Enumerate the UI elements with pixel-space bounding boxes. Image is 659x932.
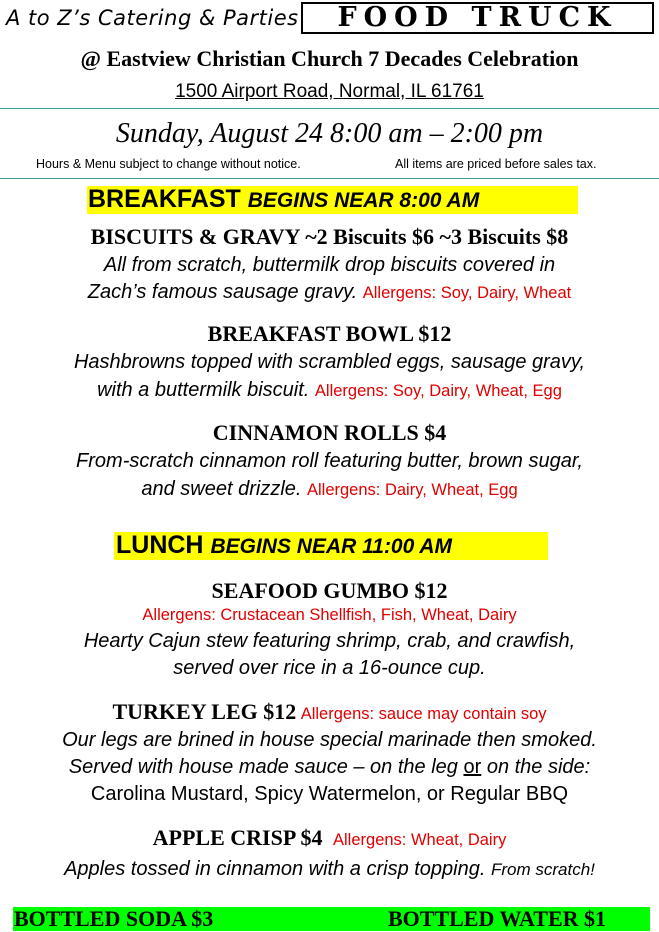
item-desc-bowl-2 — [0, 379, 659, 402]
food-truck-title: FOOD TRUCK — [301, 2, 654, 34]
allergens-bowl: Allergens: Soy, Dairy, Wheat, Egg — [314, 382, 562, 400]
breakfast-subtitle: BEGINS NEAR 8:00 AM — [247, 189, 480, 212]
item-title-turkey: TURKEY LEG $12 — [112, 699, 297, 724]
desc-tail: From scratch! — [491, 860, 595, 879]
item-title-gumbo: SEAFOOD GUMBO $12 — [211, 578, 448, 603]
item-desc-crisp — [0, 858, 659, 881]
item-title-cinnamon-rolls: CINNAMON ROLLS $4 — [212, 420, 447, 445]
breakfast-title: BREAKFAST — [88, 185, 241, 213]
event-address: 1500 Airport Road, Normal, IL 61761 — [175, 81, 484, 102]
item-desc-biscuits-2 — [0, 281, 659, 304]
divider-bottom — [0, 178, 659, 179]
item-title-row-crisp — [0, 825, 659, 851]
item-desc-turkey-3: Carolina Mustard, Spicy Watermelon, or Regular BBQ — [90, 783, 569, 805]
item-title-row-turkey — [0, 699, 659, 725]
desc-text: on the side: — [481, 756, 591, 778]
divider-top — [0, 108, 659, 109]
item-desc-cinnamon-2 — [0, 478, 659, 501]
desc-text: Apples tossed in cinnamon with a crisp topping. — [64, 858, 486, 880]
bottled-soda: BOTTLED SODA $3 — [14, 906, 214, 931]
item-desc-turkey-2 — [0, 756, 659, 779]
item-title-breakfast-bowl: BREAKFAST BOWL $12 — [207, 321, 452, 346]
allergens-crisp: Allergens: Wheat, Dairy — [333, 831, 507, 849]
desc-text: with a buttermilk biscuit. — [97, 379, 310, 401]
lunch-subtitle: BEGINS NEAR 11:00 AM — [210, 535, 453, 558]
desc-or: or — [463, 756, 482, 778]
item-title-biscuits: BISCUITS & GRAVY ~2 Biscuits $6 ~3 Biscuits $8 — [90, 224, 569, 249]
bottled-water: BOTTLED WATER $1 — [388, 906, 607, 931]
item-desc-gumbo-1: Hearty Cajun stew featuring shrimp, crab, and crawfish, — [83, 630, 576, 652]
desc-text: Served with house made sauce – on the leg — [68, 756, 464, 778]
item-desc-bowl-1: Hashbrowns topped with scrambled eggs, sausage gravy, — [73, 351, 585, 373]
lunch-heading — [116, 531, 452, 560]
item-desc-gumbo-2: served over rice in a 16-ounce cup. — [173, 657, 486, 679]
breakfast-heading — [88, 185, 479, 214]
item-desc-cinnamon-1: From-scratch cinnamon roll featuring butter, brown sugar, — [76, 450, 583, 472]
hours-note: Hours & Menu subject to change without notice. — [36, 157, 301, 171]
item-desc-biscuits-1: All from scratch, buttermilk drop biscuits covered in — [103, 254, 556, 276]
desc-text: and sweet drizzle. — [141, 478, 302, 500]
item-desc-turkey-1: Our legs are brined in house special marinade then smoked. — [62, 729, 597, 751]
allergens-gumbo: Allergens: Crustacean Shellfish, Fish, Wheat, Dairy — [142, 606, 517, 624]
desc-text: Zach’s famous sausage gravy. — [87, 281, 358, 303]
event-title: @ Eastview Christian Church 7 Decades Celebration — [80, 46, 579, 71]
allergens-cinnamon: Allergens: Dairy, Wheat, Egg — [307, 481, 518, 499]
tax-note: All items are priced before sales tax. — [395, 157, 597, 171]
lunch-title: LUNCH — [116, 531, 204, 559]
item-title-crisp: APPLE CRISP $4 — [152, 825, 323, 850]
allergens-biscuits: Allergens: Soy, Dairy, Wheat — [362, 284, 572, 302]
event-date: Sunday, August 24 8:00 am – 2:00 pm — [115, 118, 544, 149]
allergens-turkey: Allergens: sauce may contain soy — [300, 705, 547, 723]
brand-name: A to Z’s Catering & Parties — [6, 6, 299, 30]
